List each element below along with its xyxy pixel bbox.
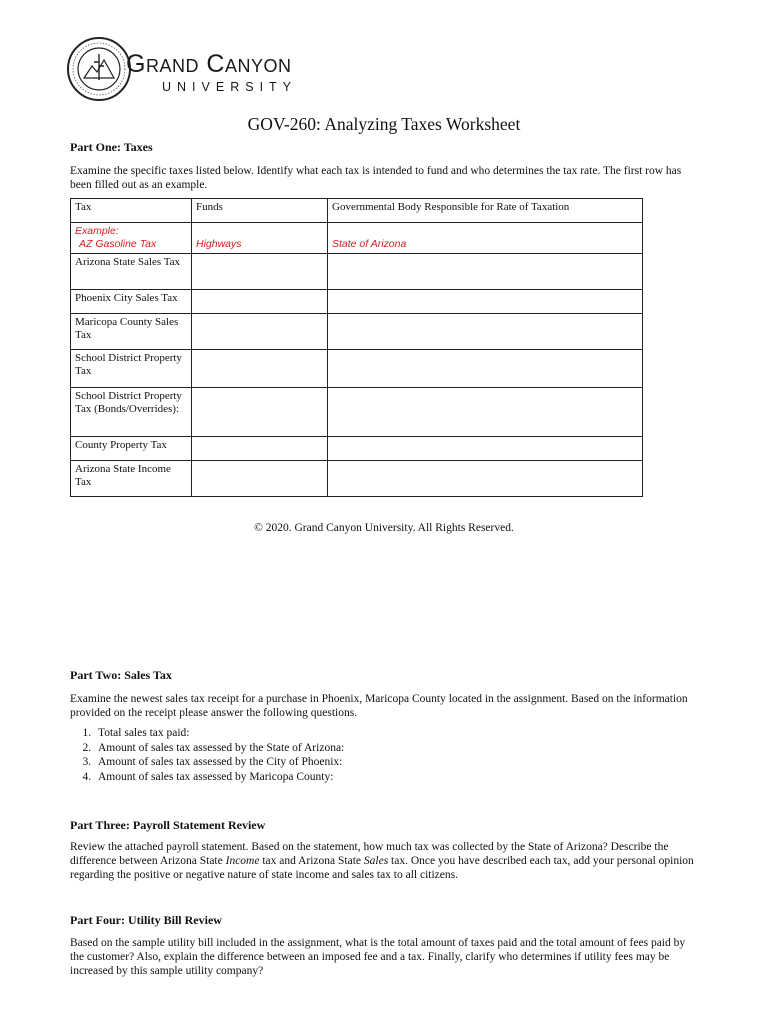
taxes-table <box>70 198 643 497</box>
row-body[interactable] <box>328 461 643 497</box>
sales-emphasis: Sales <box>363 855 389 867</box>
row-tax: School District Property Tax (Bonds/Overrides): <box>71 388 192 437</box>
table-row <box>71 350 643 388</box>
part-four-heading: Part Four: Utility Bill Review <box>70 913 222 927</box>
row-tax: School District Property Tax <box>71 350 192 388</box>
row-funds[interactable] <box>192 437 328 461</box>
part-one-heading: Part One: Taxes <box>70 140 153 154</box>
header-funds: Funds <box>192 199 328 223</box>
example-label: Example: <box>75 225 119 237</box>
logo-name-line1: Grand Canyon <box>126 50 292 78</box>
university-logo <box>66 36 316 106</box>
row-body[interactable] <box>328 254 643 290</box>
part-three-text <box>70 840 698 882</box>
row-tax: Arizona State Income Tax <box>71 461 192 497</box>
part-three-text-b: tax and Arizona State <box>259 855 364 867</box>
example-funds: Highways <box>196 238 242 250</box>
row-body[interactable] <box>328 290 643 314</box>
table-header-row <box>71 199 643 223</box>
header-governmental-body: Governmental Body Responsible for Rate of Taxation <box>328 199 643 223</box>
table-row <box>71 388 643 437</box>
logo-name-line2: UNIVERSITY <box>162 80 298 94</box>
example-funds-cell <box>192 223 328 254</box>
row-body[interactable] <box>328 314 643 350</box>
row-funds[interactable] <box>192 350 328 388</box>
part-two-intro: Examine the newest sales tax receipt for a purchase in Phoenix, Maricopa County located in the assignment. Based on the information provided on the receipt please answer the following questions. <box>70 693 688 719</box>
example-row <box>71 223 643 254</box>
example-body-cell <box>328 223 643 254</box>
example-body: State of Arizona <box>332 238 407 250</box>
row-body[interactable] <box>328 350 643 388</box>
row-funds[interactable] <box>192 461 328 497</box>
part-three-text-a: Review the attached payroll statement. Based on the statement, how much tax was collected by the State of Arizona? Describe the difference between Arizona State <box>70 841 669 867</box>
part-one-intro: Examine the specific taxes listed below. Identify what each tax is intended to fund and who determines the tax rate. The first row has been filled out as an example. <box>70 165 682 191</box>
row-body[interactable] <box>328 388 643 437</box>
table-row <box>71 254 643 290</box>
part-two-heading: Part Two: Sales Tax <box>70 668 172 682</box>
row-funds[interactable] <box>192 314 328 350</box>
part-three-text-c: tax. Once you have described each tax, add your personal opinion regarding the positive or negative nature of state income and sales tax to all citizens. <box>70 855 694 881</box>
part-three-heading: Part Three: Payroll Statement Review <box>70 818 266 832</box>
row-tax: Phoenix City Sales Tax <box>71 290 192 314</box>
row-body[interactable] <box>328 437 643 461</box>
row-funds[interactable] <box>192 388 328 437</box>
row-funds[interactable] <box>192 254 328 290</box>
question-item: 2. Amount of sales tax assessed by the State of Arizona: <box>94 741 344 756</box>
copyright-notice: © 2020. Grand Canyon University. All Rights Reserved. <box>254 522 514 534</box>
table-row <box>71 437 643 461</box>
row-funds[interactable] <box>192 290 328 314</box>
example-tax-cell <box>71 223 192 254</box>
sales-tax-questions <box>70 726 344 784</box>
question-item: 1. Total sales tax paid: <box>94 726 344 741</box>
row-tax: Arizona State Sales Tax <box>71 254 192 290</box>
row-tax: Maricopa County Sales Tax <box>71 314 192 350</box>
table-row <box>71 290 643 314</box>
income-emphasis: Income <box>225 855 260 867</box>
example-tax: AZ Gasoline Tax <box>79 238 157 250</box>
question-item: 3. Amount of sales tax assessed by the City of Phoenix: <box>94 755 344 770</box>
row-tax: County Property Tax <box>71 437 192 461</box>
header-tax: Tax <box>71 199 192 223</box>
table-row <box>71 314 643 350</box>
part-four-text: Based on the sample utility bill included in the assignment, what is the total amount of taxes paid and the total amount of fees paid by the customer? Also, explain the difference between an imposed fee and a tax. Finally, clarify who determines if utility fees may be increased by this sample utility company? <box>70 937 686 977</box>
page-title: GOV-260: Analyzing Taxes Worksheet <box>247 114 521 134</box>
table-row <box>71 461 643 497</box>
university-seal-icon <box>66 36 132 102</box>
question-item: 4. Amount of sales tax assessed by Maricopa County: <box>94 770 344 785</box>
